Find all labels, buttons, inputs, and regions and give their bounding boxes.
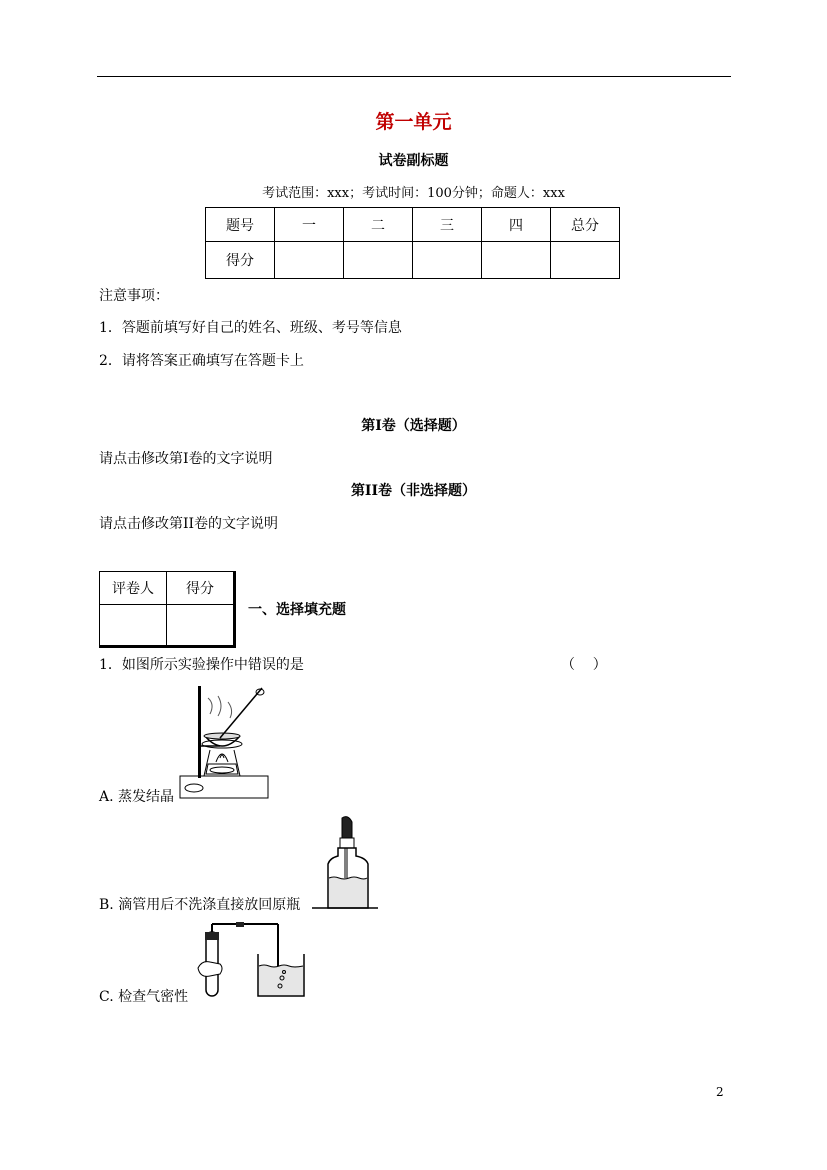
score-table-cell: 三 — [413, 208, 482, 242]
note-item: 1．答题前填写好自己的姓名、班级、考号等信息 — [99, 320, 402, 336]
grader-cell-empty[interactable] — [167, 605, 235, 647]
score-table-cell: 二 — [344, 208, 413, 242]
score-table-header-row — [206, 208, 620, 242]
grader-header-cell: 评卷人 — [100, 572, 167, 605]
volume1-desc[interactable]: 请点击修改第I卷的文字说明 — [99, 451, 273, 467]
score-table-cell: 题号 — [206, 208, 275, 242]
score-cell-empty[interactable] — [551, 242, 620, 279]
score-row-label: 得分 — [206, 242, 275, 279]
option-c-label: C. 检查气密性 — [99, 989, 189, 1005]
header-rule — [97, 76, 731, 77]
option-a-label: A. 蒸发结晶 — [99, 789, 175, 805]
score-cell-empty[interactable] — [275, 242, 344, 279]
volume1-title: 第I卷（选择题） — [361, 418, 466, 434]
question-stem: 1．如图所示实验操作中错误的是 — [99, 657, 304, 673]
page-subtitle: 试卷副标题 — [378, 153, 449, 169]
exam-info: 考试范围：xxx；考试时间：100分钟；命题人：xxx — [262, 186, 565, 201]
airtightness-check-icon — [196, 922, 308, 998]
option-b-label: B. 滴管用后不洗涤直接放回原瓶 — [99, 897, 301, 913]
score-table — [205, 207, 620, 279]
page-title: 第一单元 — [375, 111, 452, 133]
score-table-cell: 一 — [275, 208, 344, 242]
grader-cell-empty[interactable] — [100, 605, 167, 647]
answer-bracket: （ ） — [561, 657, 607, 673]
grader-header-cell: 得分 — [167, 572, 235, 605]
score-table-cell: 四 — [482, 208, 551, 242]
part-title: 一、选择填充题 — [248, 602, 346, 618]
score-cell-empty[interactable] — [413, 242, 482, 279]
volume2-title: 第II卷（非选择题） — [350, 483, 477, 499]
evaporation-apparatus-icon — [180, 684, 270, 802]
grader-table — [99, 571, 236, 648]
score-table-score-row — [206, 242, 620, 279]
score-cell-empty[interactable] — [344, 242, 413, 279]
volume2-desc[interactable]: 请点击修改第II卷的文字说明 — [99, 516, 279, 532]
score-table-cell: 总分 — [551, 208, 620, 242]
score-cell-empty[interactable] — [482, 242, 551, 279]
page-number: 2 — [716, 1085, 724, 1099]
note-item: 2．请将答案正确填写在答题卡上 — [99, 353, 304, 369]
dropper-bottle-icon — [312, 816, 380, 910]
notes-heading: 注意事项： — [99, 288, 169, 304]
